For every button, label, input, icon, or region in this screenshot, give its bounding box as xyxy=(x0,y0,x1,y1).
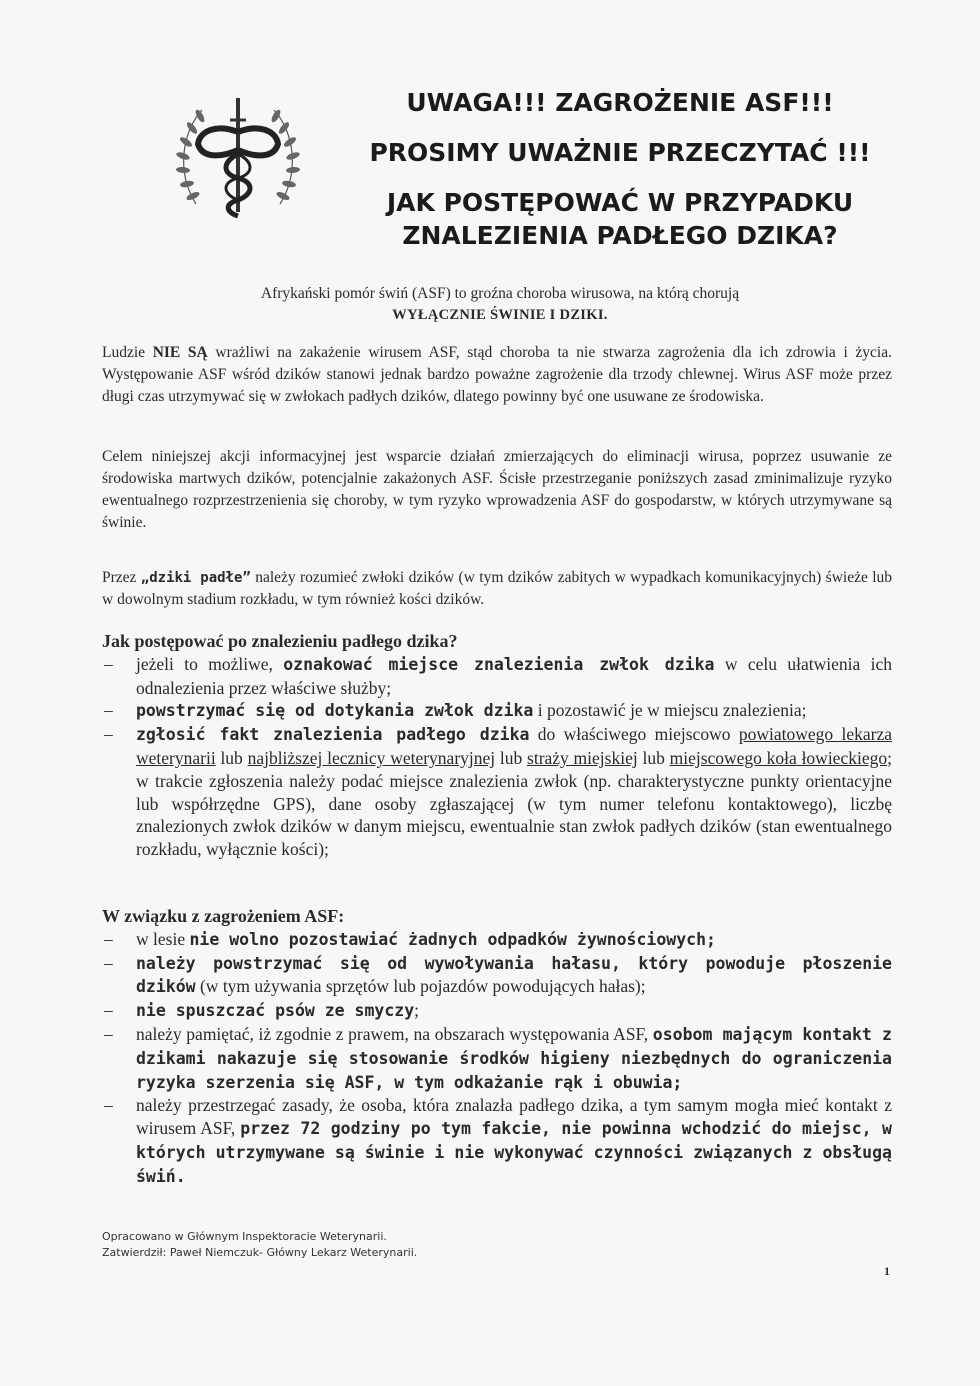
item-text: i pozostawić je w miejscu znalezienia; xyxy=(533,700,807,721)
item-text: należy pamiętać, iż zgodnie z prawem, na obszarach występowania ASF, xyxy=(136,1023,653,1044)
list-item xyxy=(102,952,892,1000)
p3-text-c: należy rozumieć zwłoki dzików (w tym dzików zabitych w wypadkach komunikacyjnych) świeże lub w dowolnym stadium rozkładu, w tym również kości dzików. xyxy=(102,569,892,608)
footer-line-1: Opracowano w Głównym Inspektoracie Weterynarii. xyxy=(102,1230,387,1243)
dash-bullet: – xyxy=(104,1000,113,1021)
page-number: 1 xyxy=(884,1264,890,1278)
footer-credits xyxy=(102,1229,417,1261)
item-text: ; xyxy=(414,1000,420,1021)
title-line-3 xyxy=(320,186,920,252)
item-bold: należy powstrzymać się od wywoływania hałasu, który powoduje płoszenie dzików xyxy=(136,953,892,997)
item-bold: przez 72 godziny po tym fakcie, nie powinna wchodzić do miejsc, w których utrzymywane są świnie i nie wykonywać czynności związanych z obsługą świń. xyxy=(136,1119,892,1186)
item-bold: oznakować miejsce znalezienia zwłok dzika xyxy=(283,654,715,674)
dash-bullet: – xyxy=(104,928,113,949)
title-line-3a: JAK POSTĘPOWAĆ W PRZYPADKU xyxy=(386,188,854,217)
paragraph-purpose: Celem niniejszej akcji informacyjnej jest wsparcie działań zmierzających do eliminacji wirusa, poprzez usuwanie ze środowiska martwych dzików, potencjalnie zakażonych ASF. Ścisłe przestrzeganie poniższych zasad zminimalizuje ryzyko ewentualnego rozprzestrzenienia się choroby, w tym ryzyko wprowadzenia ASF do gospodarstw, w których utrzymywane są świnie. xyxy=(102,448,892,531)
footer-line-2: Zatwierdził: Paweł Niemczuk- Główny Lekarz Weterynarii. xyxy=(102,1246,418,1259)
list-item xyxy=(102,653,892,700)
list-item xyxy=(102,699,892,723)
title-line-1: UWAGA!!! ZAGROŻENIE ASF!!! xyxy=(406,88,834,117)
item-text: lub xyxy=(495,747,528,768)
item-bold: zgłosić fakt znalezienia padłego dzika xyxy=(136,725,530,745)
item-text: (w tym używania sprzętów lub pojazdów powodujących hałas); xyxy=(195,976,646,997)
intro-bold: WYŁĄCZNIE ŚWINIE I DZIKI. xyxy=(392,307,608,323)
title-line-2: PROSIMY UWAŻNIE PRZECZYTAĆ !!! xyxy=(369,138,871,167)
veterinary-inspection-logo xyxy=(160,92,316,230)
item-text: należy przestrzegać zasady, że osoba, która znalazła padłego dzika, a tym samym mogła mieć kontakt z wirusem ASF, xyxy=(136,1095,892,1139)
item-bold: powstrzymać się od dotykania zwłok dzika xyxy=(136,701,534,721)
section-threat-heading: W związku z zagrożeniem ASF: xyxy=(102,906,345,926)
underlined-contact: straży miejskiej xyxy=(527,747,638,768)
p1-text-a: Ludzie xyxy=(102,344,153,361)
title-line-3b: ZNALEZIENIA PADŁEGO DZIKA? xyxy=(402,221,838,250)
paragraph-definition xyxy=(102,567,892,611)
item-text: w celu ułatwienia ich odnalezienia przez właściwe służby; xyxy=(136,653,892,698)
list-item xyxy=(102,999,892,1023)
section-procedure xyxy=(102,630,892,861)
intro-paragraph xyxy=(100,283,900,326)
item-text: do właściwego miejscowo xyxy=(529,724,739,745)
p3-text-a: Przez xyxy=(102,569,141,586)
item-bold: osobom mającym kontakt z dzikami nakazuje się stosowanie środków higieny niezbędnych do ograniczenia ryzyka szerzenia się ASF, w tym odkażanie rąk i obuwia; xyxy=(136,1024,892,1092)
dash-bullet: – xyxy=(104,724,113,745)
p1-bold: NIE SĄ xyxy=(152,344,208,361)
list-item xyxy=(102,1094,892,1188)
list-item xyxy=(102,1023,892,1094)
title-block xyxy=(320,82,920,252)
underlined-contact: najbliższej lecznicy weterynaryjnej xyxy=(247,747,496,768)
p1-text-c: wrażliwi na zakażenie wirusem ASF, stąd choroba ta nie stwarza zagrożenia dla ich zdrowia i życia. Występowanie ASF wśród dzików stanowi jednak bardzo poważne zagrożenie dla trzody chlewnej. Wirus ASF może przez długi czas utrzymywać się w zwłokach padłych dzików, dlatego powinny być one usuwane ze środowiska. xyxy=(102,344,892,405)
item-text: w lesie xyxy=(136,928,190,949)
item-text: lub xyxy=(215,747,248,768)
underlined-contact: powiatowego lekarza weterynarii xyxy=(136,724,892,768)
item-text: jeżeli to możliwe, xyxy=(136,653,284,674)
item-bold: nie wolno pozostawiać żadnych odpadków żywnościowych; xyxy=(189,929,716,949)
dash-bullet: – xyxy=(104,700,113,721)
intro-text: Afrykański pomór świń (ASF) to groźna choroba wirusowa, na którą chorują xyxy=(260,285,740,302)
section-threat xyxy=(102,905,892,1189)
list-item xyxy=(102,928,892,952)
dash-bullet: – xyxy=(104,1095,113,1116)
item-text: lub xyxy=(637,747,670,768)
list-item xyxy=(102,723,892,861)
section-procedure-heading: Jak postępować po znalezieniu padłego dzika? xyxy=(102,631,458,651)
item-text: ; w trakcie zgłoszenia należy podać miejsce znalezienia zwłok (np. charakterystyczne punkty orientacyjne lub współrzędne GPS), dane osoby zgłaszającej (w tym numer telefonu kontaktowego), liczbę znalezionych zwłok dzików w danym miejscu, ewentualnie stan zwłok padłych dzików (stan ewentualnego rozkładu, wyłącznie kości); xyxy=(136,747,892,860)
paragraph-people xyxy=(102,342,892,408)
dash-bullet: – xyxy=(104,653,113,674)
underlined-contact: miejscowego koła łowieckiego xyxy=(669,747,888,768)
dash-bullet: – xyxy=(104,952,113,973)
dash-bullet: – xyxy=(104,1023,113,1044)
p3-bold: „dziki padłe” xyxy=(140,570,251,586)
item-bold: nie spuszczać psów ze smyczy xyxy=(136,1001,415,1021)
